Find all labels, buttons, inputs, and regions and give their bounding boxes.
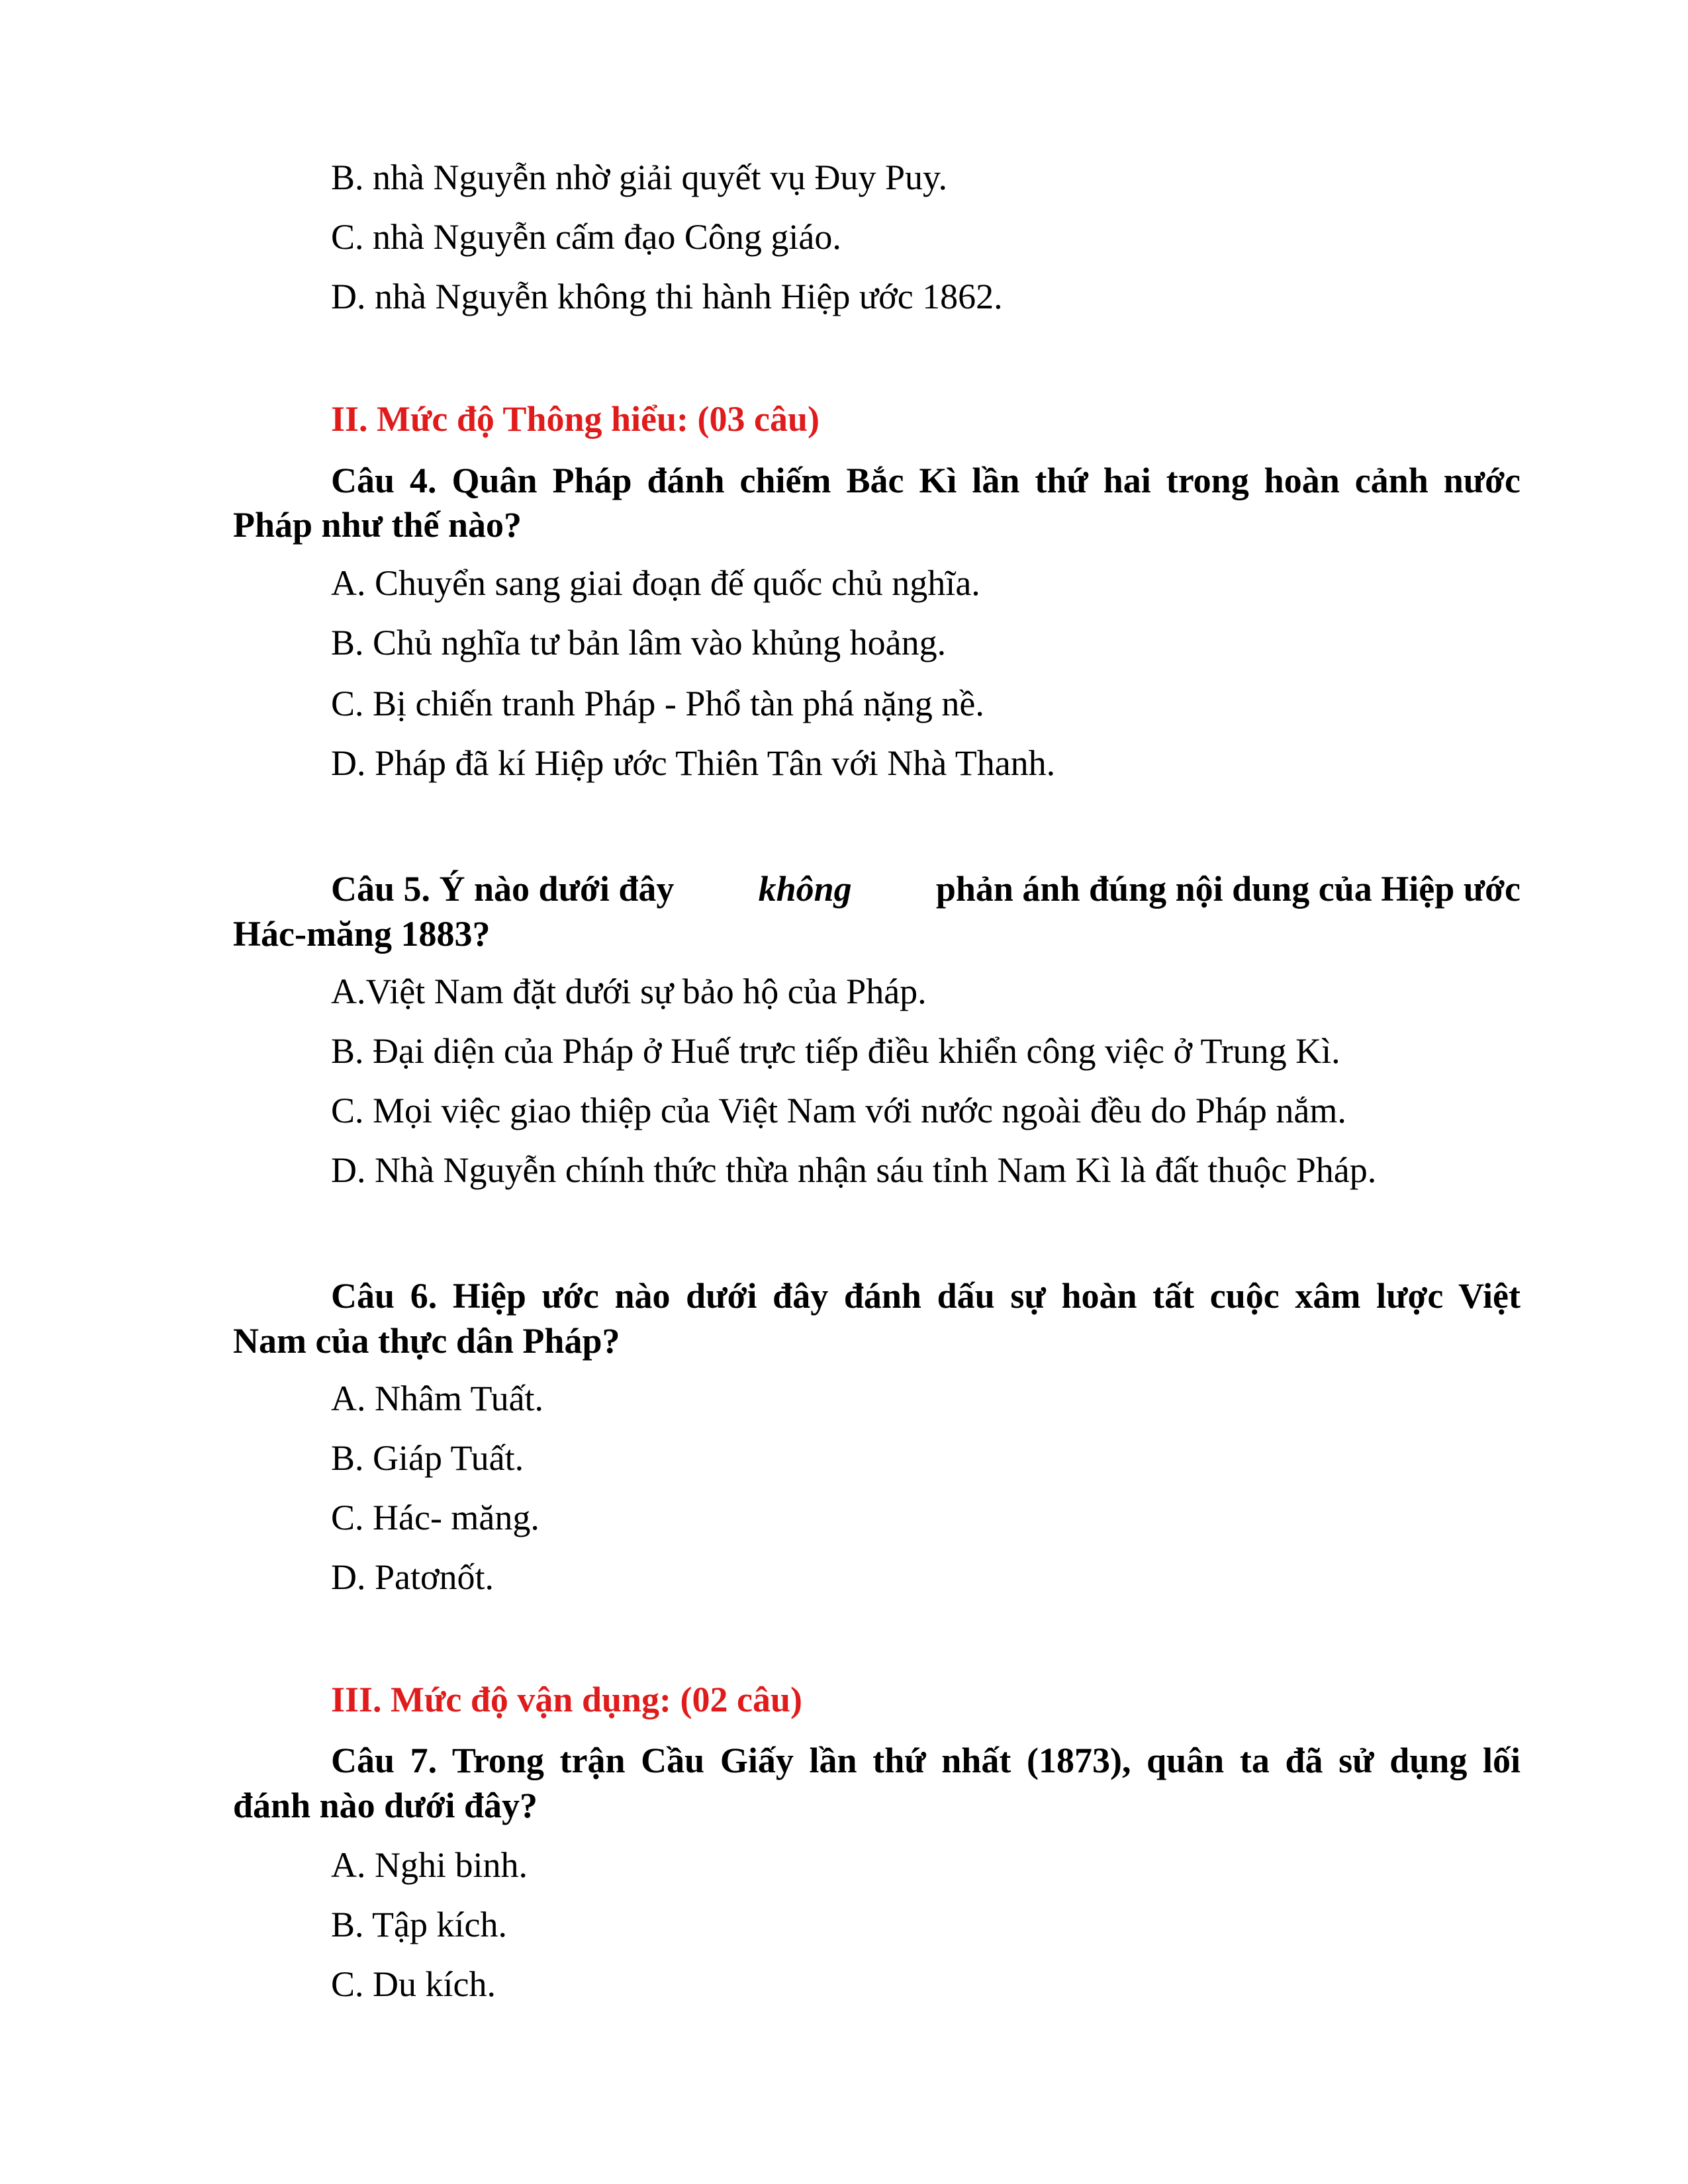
q7-option-c: C. Du kích. — [331, 1964, 496, 2004]
option-b: B. nhà Nguyễn nhờ giải quyết vụ Đuy Puy. — [331, 158, 947, 197]
q4-option-c: C. Bị chiến tranh Pháp - Phổ tàn phá nặng nề. — [331, 684, 984, 723]
q5-text-part2: phản ánh đúng nội dung của Hiệp ước — [935, 869, 1521, 909]
question-6-text-cont: Nam của thực dân Pháp? — [233, 1321, 620, 1361]
q7-option-a: A. Nghi binh. — [331, 1845, 528, 1885]
q6-option-d: D. Patơnốt. — [331, 1557, 494, 1597]
question-7-text-cont: đánh nào dưới đây? — [233, 1786, 538, 1825]
q5-text-part1: Câu 5. Ý nào dưới đây — [331, 869, 675, 909]
q4-option-a: A. Chuyển sang giai đoạn đế quốc chủ nghĩa. — [331, 563, 980, 603]
q5-option-c: C. Mọi việc giao thiệp của Việt Nam với nước ngoài đều do Pháp nắm. — [331, 1091, 1346, 1130]
question-5-text-cont: Hác-măng 1883? — [233, 914, 491, 954]
q5-option-d: D. Nhà Nguyễn chính thức thừa nhận sáu tỉnh Nam Kì là đất thuộc Pháp. — [331, 1150, 1377, 1190]
q5-option-a: A.Việt Nam đặt dưới sự bảo hộ của Pháp. — [331, 972, 927, 1011]
section-heading-application: III. Mức độ vận dụng: (02 câu) — [331, 1680, 802, 1719]
q6-option-c: C. Hác- măng. — [331, 1498, 539, 1537]
q7-option-b: B. Tập kích. — [331, 1905, 507, 1944]
option-d: D. nhà Nguyễn không thi hành Hiệp ước 1862. — [331, 277, 1003, 316]
option-c: C. nhà Nguyễn cấm đạo Công giáo. — [331, 217, 841, 257]
question-4-text-cont: Pháp như thế nào? — [233, 505, 522, 545]
q5-text-emphasis: không — [758, 869, 852, 909]
section-heading-comprehension: II. Mức độ Thông hiểu: (03 câu) — [331, 399, 820, 439]
q6-option-a: A. Nhâm Tuất. — [331, 1379, 544, 1418]
question-5-text — [331, 867, 1521, 911]
q5-option-b: B. Đại diện của Pháp ở Huế trực tiếp điều khiển công việc ở Trung Kì. — [331, 1031, 1340, 1071]
question-4-text: Câu 4. Quân Pháp đánh chiếm Bắc Kì lần thứ hai trong hoàn cảnh nước — [331, 461, 1521, 500]
q4-option-d: D. Pháp đã kí Hiệp ước Thiên Tân với Nhà Thanh. — [331, 743, 1056, 783]
question-6-text: Câu 6. Hiệp ước nào dưới đây đánh dấu sự hoàn tất cuộc xâm lược Việt — [331, 1276, 1521, 1316]
question-7-text: Câu 7. Trong trận Cầu Giấy lần thứ nhất (1873), quân ta đã sử dụng lối — [331, 1741, 1521, 1780]
q4-option-b: B. Chủ nghĩa tư bản lâm vào khủng hoảng. — [331, 623, 947, 662]
q6-option-b: B. Giáp Tuất. — [331, 1438, 524, 1478]
